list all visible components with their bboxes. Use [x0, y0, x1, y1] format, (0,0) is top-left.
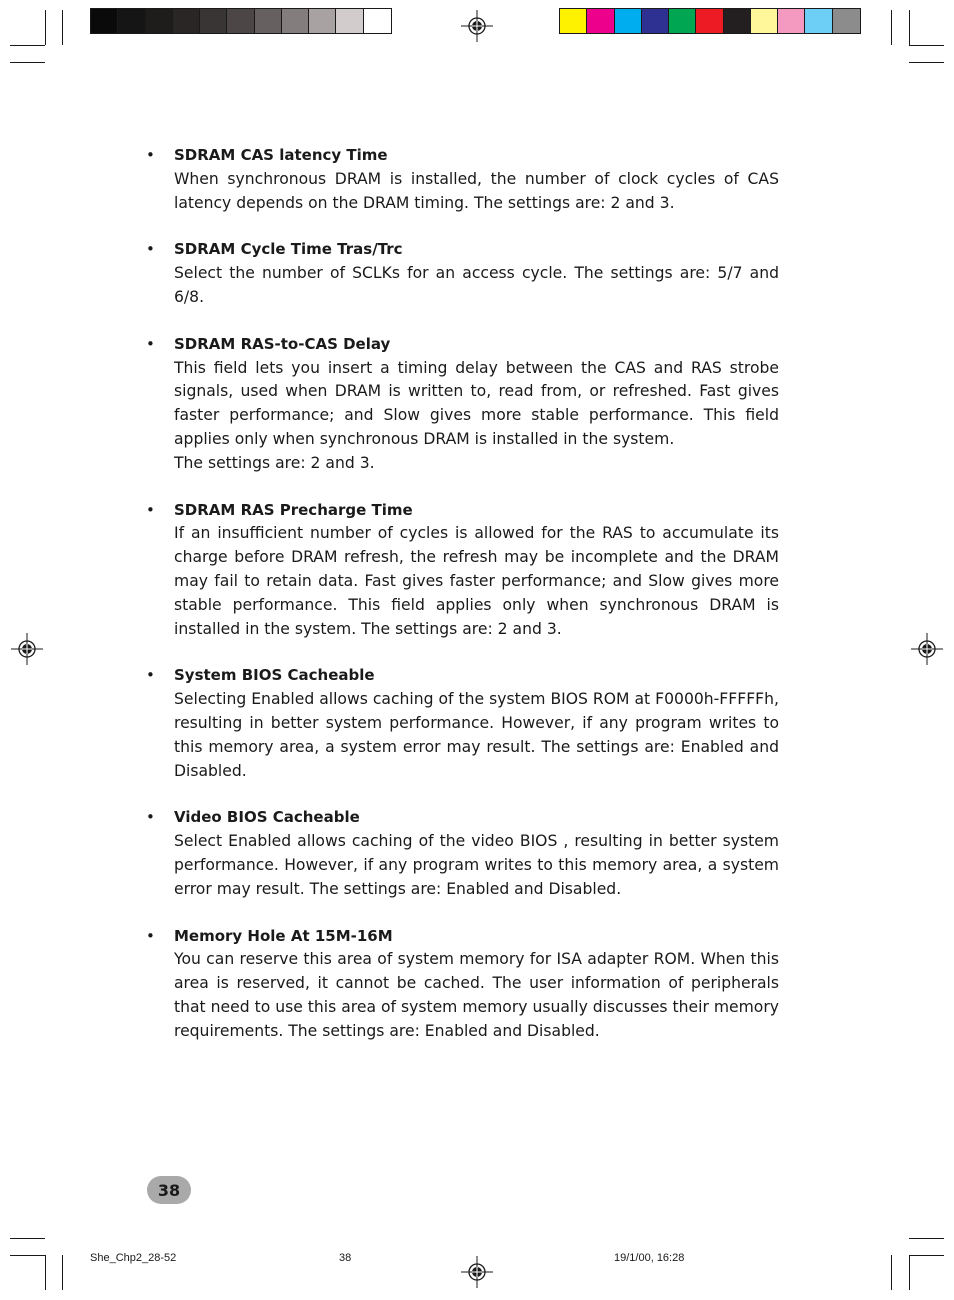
bios-settings-list [146, 144, 779, 1067]
setting-section [146, 806, 779, 901]
bullet-icon: • [146, 240, 155, 259]
setting-description: Select Enabled allows caching of the video BIOS , resulting in better system performance. However, if any program writes to this memory area, a system error may result. The settings are: Enabled and Disabled. [174, 832, 779, 898]
registration-mark-icon [461, 10, 493, 42]
setting-heading: Video BIOS Cacheable [174, 808, 360, 827]
registration-mark-icon [11, 633, 43, 665]
gray-swatch [336, 9, 363, 33]
gray-swatch [146, 9, 173, 33]
gray-swatch [364, 9, 391, 33]
crop-mark [891, 1255, 892, 1290]
registration-mark-icon [461, 1256, 493, 1288]
color-calibration-bar [559, 8, 861, 34]
bullet-icon: • [146, 146, 155, 164]
gray-swatch [282, 9, 309, 33]
color-swatch [751, 9, 778, 33]
setting-heading: System BIOS Cacheable [174, 666, 375, 685]
crop-mark [10, 1238, 45, 1239]
setting-section [146, 925, 779, 1044]
crop-mark [10, 45, 45, 46]
crop-mark [909, 10, 910, 45]
gray-swatch [118, 9, 145, 33]
color-swatch [805, 9, 832, 33]
setting-heading: SDRAM CAS latency Time [174, 146, 388, 164]
color-swatch [669, 9, 696, 33]
setting-description: This field lets you insert a timing delay between the CAS and RAS strobe signals, used when DRAM is written to, read from, or refreshed. Fast gives faster performance; and Slow gives more stable performance. This field applies only when synchronous DRAM is installed in the system. [174, 358, 779, 448]
registration-mark-icon [911, 633, 943, 665]
setting-description: Select the number of SCLKs for an access cycle. The settings are: 5/7 and 6/8. [174, 264, 779, 306]
color-swatch [724, 9, 751, 33]
crop-mark [10, 62, 45, 63]
gray-swatch [91, 9, 118, 33]
setting-heading: Memory Hole At 15M-16M [174, 926, 393, 945]
crop-mark [909, 1238, 944, 1239]
bullet-icon: • [146, 500, 155, 519]
color-swatch [587, 9, 614, 33]
crop-mark [45, 1255, 46, 1290]
grayscale-calibration-bar [90, 8, 392, 34]
crop-mark [62, 10, 63, 45]
color-swatch [778, 9, 805, 33]
crop-mark [909, 62, 944, 63]
bullet-icon: • [146, 808, 155, 827]
page-number: 38 [157, 1180, 181, 1200]
color-swatch [560, 9, 587, 33]
bullet-icon: • [146, 926, 155, 945]
crop-mark [909, 45, 944, 46]
page-number-badge [147, 1176, 191, 1204]
setting-description: You can reserve this area of system memory for ISA adapter ROM. When this area is reserved, it cannot be cached. The user information of peripherals that need to use this area of system memory usually discusses their memory requirements. The settings are: Enabled and Disabled. [174, 950, 779, 1040]
crop-mark [45, 10, 46, 45]
setting-section [146, 144, 779, 215]
setting-heading: SDRAM Cycle Time Tras/Trc [174, 240, 403, 259]
crop-mark [891, 10, 892, 45]
setting-description: If an insufficient number of cycles is allowed for the RAS to accumulate its charge before DRAM refresh, the refresh may be incomplete and the DRAM may fail to retain data. Fast gives faster performance; and Slow gives more stable performance. This field applies only when synchronous DRAM is installed in the system. The settings are: 2 and 3. [174, 524, 779, 638]
crop-mark [909, 1255, 910, 1290]
gray-swatch [255, 9, 282, 33]
color-swatch [615, 9, 642, 33]
setting-description: The settings are: 2 and 3. [174, 453, 375, 472]
setting-section [146, 333, 779, 476]
footer-timestamp: 19/1/00, 16:28 [614, 1252, 685, 1264]
bullet-icon: • [146, 666, 155, 685]
setting-description: Selecting Enabled allows caching of the system BIOS ROM at F0000h-FFFFFh, resulting in better system performance. However, if any program writes to this memory area, a system error may result. The settings are: Enabled and Disabled. [174, 690, 779, 780]
color-swatch [642, 9, 669, 33]
setting-section [146, 499, 779, 642]
bullet-icon: • [146, 334, 155, 353]
footer-file-name: She_Chp2_28-52 [90, 1252, 177, 1264]
crop-mark [909, 1255, 944, 1256]
gray-swatch [227, 9, 254, 33]
crop-mark [10, 1255, 45, 1256]
setting-description: When synchronous DRAM is installed, the number of clock cycles of CAS latency depends on the DRAM timing. The settings are: 2 and 3. [174, 169, 779, 212]
color-swatch [696, 9, 723, 33]
gray-swatch [200, 9, 227, 33]
gray-swatch [173, 9, 200, 33]
gray-swatch [309, 9, 336, 33]
footer-page-number: 38 [339, 1252, 352, 1264]
crop-mark [62, 1255, 63, 1290]
setting-section [146, 238, 779, 309]
color-swatch [833, 9, 860, 33]
setting-heading: SDRAM RAS-to-CAS Delay [174, 334, 391, 353]
setting-heading: SDRAM RAS Precharge Time [174, 500, 413, 519]
setting-section [146, 664, 779, 783]
